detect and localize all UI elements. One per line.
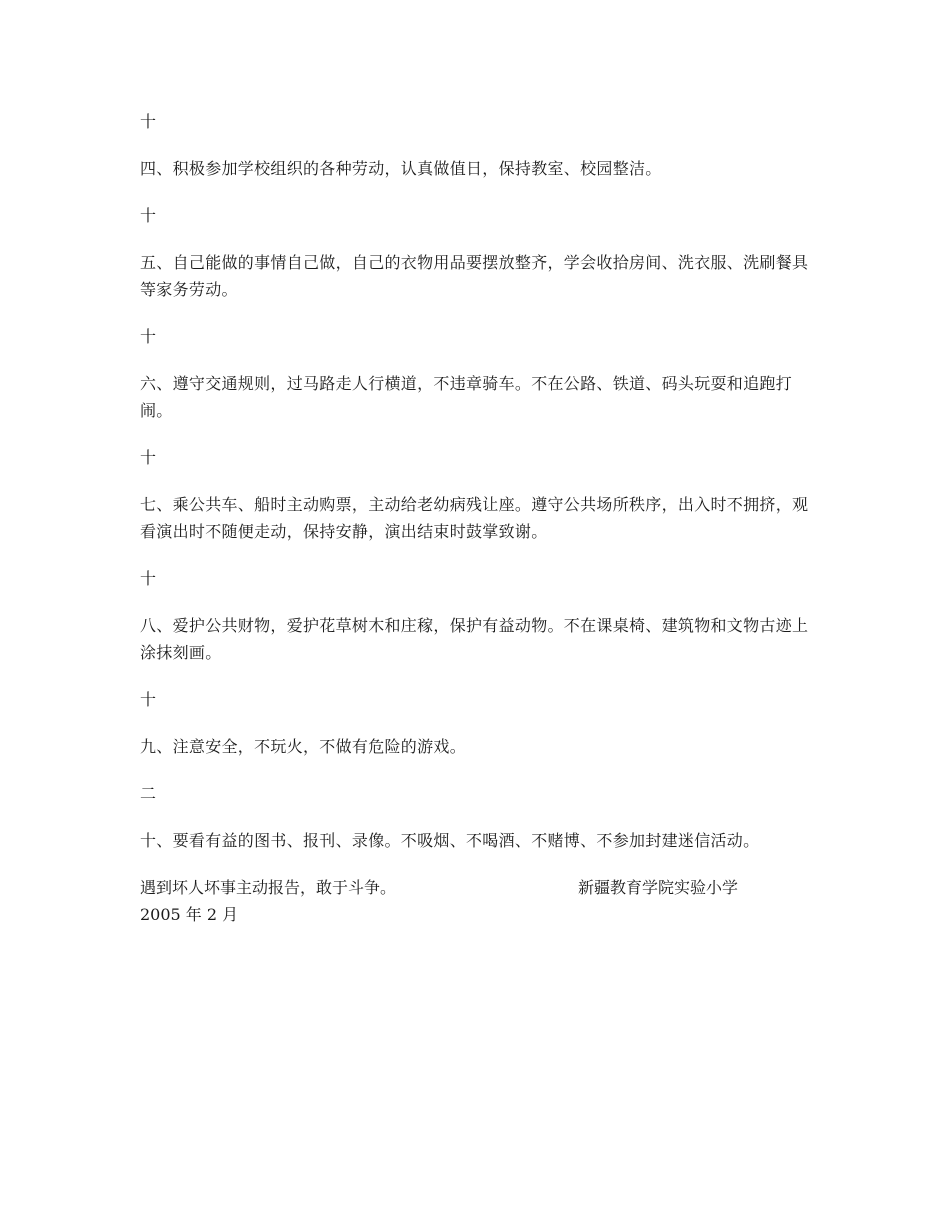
organization-name: 新疆教育学院实验小学 [578, 878, 739, 897]
rule-item-10: 十、要看有益的图书、报刊、录像。不吸烟、不喝酒、不赌博、不参加封建迷信活动。 [140, 831, 760, 850]
rule-item-4: 四、积极参加学校组织的各种劳动，认真做值日，保持教室、校园整洁。 [140, 159, 662, 178]
rule-item-6: 六、遵守交通规则，过马路走人行横道，不违章骑车。不在公路、铁道、码头玩耍和追跑打闹。 [140, 374, 793, 420]
section-mark: 十 [140, 112, 157, 131]
rule-item-9: 九、注意安全，不玩火，不做有危险的游戏。 [140, 737, 467, 756]
section-mark: 十 [140, 690, 157, 709]
section-mark: 十 [140, 448, 157, 467]
section-mark: 十 [140, 569, 157, 588]
closing-line [140, 874, 810, 901]
section-mark: 二 [140, 784, 157, 803]
section-mark: 十 [140, 206, 157, 225]
document-date: 2005 年 2 月 [140, 905, 239, 924]
document-page [140, 108, 810, 928]
section-mark: 十 [140, 327, 157, 346]
rule-item-8: 八、爱护公共财物，爱护花草树木和庄稼，保护有益动物。不在课桌椅、建筑物和文物古迹上涂抹刻画。 [140, 616, 809, 662]
rule-item-5: 五、自己能做的事情自己做，自己的衣物用品要摆放整齐，学会收拾房间、洗衣服、洗刷餐具等家务劳动。 [140, 253, 809, 299]
closing-text: 遇到坏人坏事主动报告，敢于斗争。 [140, 878, 397, 897]
rule-item-7: 七、乘公共车、船时主动购票，主动给老幼病残让座。遵守公共场所秩序，出入时不拥挤，观看演出时不随便走动，保持安静，演出结束时鼓掌致谢。 [140, 495, 809, 541]
